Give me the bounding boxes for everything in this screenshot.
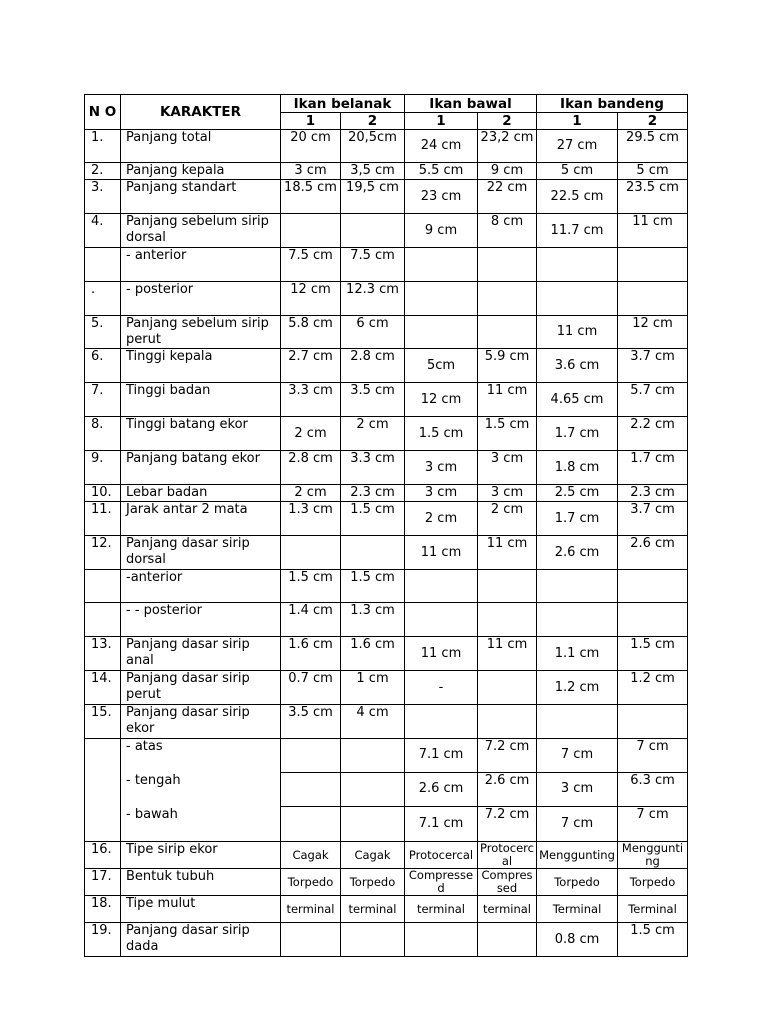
table-body bbox=[85, 130, 688, 957]
value-cell: 8 cm bbox=[478, 214, 537, 248]
value-cell: 12.3 cm bbox=[341, 282, 405, 316]
row-number: 16. bbox=[85, 842, 121, 869]
value-cell bbox=[478, 248, 537, 282]
value-cell: 11 cm bbox=[405, 536, 478, 570]
table-row bbox=[85, 536, 688, 570]
value-cell: 2 cm bbox=[405, 502, 478, 536]
row-number: 1. bbox=[85, 130, 121, 163]
value-cell: 24 cm bbox=[405, 130, 478, 163]
value-cell: 22.5 cm bbox=[537, 180, 618, 214]
row-number: 13. bbox=[85, 637, 121, 671]
value-cell: Cagak bbox=[341, 842, 405, 869]
row-karakter: Panjang standart bbox=[121, 180, 281, 214]
value-cell: terminal bbox=[341, 896, 405, 923]
value-cell: 23.5 cm bbox=[618, 180, 688, 214]
header-sub: 1 bbox=[537, 113, 618, 130]
value-cell: 11.7 cm bbox=[537, 214, 618, 248]
value-cell: Torpedo bbox=[618, 869, 688, 896]
value-cell: 2 cm bbox=[281, 485, 341, 502]
value-cell bbox=[478, 705, 537, 739]
table-row bbox=[85, 705, 688, 739]
value-cell: 2.8 cm bbox=[281, 451, 341, 485]
value-cell: 29.5 cm bbox=[618, 130, 688, 163]
row-number: 4. bbox=[85, 214, 121, 248]
value-cell bbox=[341, 536, 405, 570]
header-sub: 1 bbox=[405, 113, 478, 130]
value-cell: 5cm bbox=[405, 349, 478, 383]
value-cell bbox=[281, 536, 341, 570]
value-cell bbox=[341, 739, 405, 773]
value-cell: 1.8 cm bbox=[537, 451, 618, 485]
row-number: 5. bbox=[85, 316, 121, 349]
value-cell: 1.4 cm bbox=[281, 603, 341, 637]
value-cell: 11 cm bbox=[478, 536, 537, 570]
row-number: 12. bbox=[85, 536, 121, 570]
value-cell: 4.65 cm bbox=[537, 383, 618, 417]
value-cell bbox=[341, 772, 405, 806]
value-cell: Torpedo bbox=[537, 869, 618, 896]
row-karakter: - anterior bbox=[121, 248, 281, 282]
row-number: 14. bbox=[85, 671, 121, 705]
row-karakter: Jarak antar 2 mata bbox=[121, 502, 281, 536]
table-row bbox=[85, 842, 688, 869]
value-cell bbox=[478, 316, 537, 349]
row-karakter: Tinggi batang ekor bbox=[121, 417, 281, 451]
sub-label: - atas bbox=[126, 739, 163, 754]
value-cell: 2.6 cm bbox=[537, 536, 618, 570]
value-cell bbox=[618, 603, 688, 637]
value-cell bbox=[281, 772, 341, 806]
value-cell bbox=[341, 923, 405, 957]
value-cell bbox=[405, 923, 478, 957]
table-row bbox=[85, 923, 688, 957]
value-cell: 3.3 cm bbox=[341, 451, 405, 485]
row-number: 3. bbox=[85, 180, 121, 214]
value-cell: 9 cm bbox=[405, 214, 478, 248]
table-row bbox=[85, 896, 688, 923]
value-cell: terminal bbox=[405, 896, 478, 923]
table-row bbox=[85, 282, 688, 316]
table-row bbox=[85, 163, 688, 180]
value-cell: 2.6 cm bbox=[478, 772, 537, 806]
value-cell bbox=[537, 570, 618, 603]
value-cell: terminal bbox=[281, 896, 341, 923]
value-cell: Protocercal bbox=[478, 842, 537, 869]
value-cell bbox=[405, 570, 478, 603]
table-row bbox=[85, 603, 688, 637]
value-cell: 3,5 cm bbox=[341, 163, 405, 180]
value-cell bbox=[537, 248, 618, 282]
row-number: 17. bbox=[85, 869, 121, 896]
value-cell: 3 cm bbox=[478, 485, 537, 502]
value-cell: 7 cm bbox=[618, 806, 688, 841]
row-number: 9. bbox=[85, 451, 121, 485]
value-cell: 3 cm bbox=[405, 451, 478, 485]
row-number: 2. bbox=[85, 163, 121, 180]
row-number: 11. bbox=[85, 502, 121, 536]
table-row bbox=[85, 130, 688, 163]
value-cell: 1.5 cm bbox=[281, 570, 341, 603]
value-cell bbox=[281, 739, 341, 773]
value-cell bbox=[341, 214, 405, 248]
value-cell: 1.6 cm bbox=[341, 637, 405, 671]
row-karakter: - - posterior bbox=[121, 603, 281, 637]
value-cell: 3.6 cm bbox=[537, 349, 618, 383]
row-karakter: - posterior bbox=[121, 282, 281, 316]
value-cell: Terminal bbox=[618, 896, 688, 923]
value-cell: 2.2 cm bbox=[618, 417, 688, 451]
value-cell: 7 cm bbox=[618, 739, 688, 773]
value-cell: 1.5 cm bbox=[478, 417, 537, 451]
row-karakter: Tipe sirip ekor bbox=[121, 842, 281, 869]
value-cell: 7 cm bbox=[537, 806, 618, 841]
value-cell: 1.7 cm bbox=[618, 451, 688, 485]
sub-label: - bawah bbox=[126, 807, 178, 822]
value-cell: 1.2 cm bbox=[537, 671, 618, 705]
value-cell: 5.9 cm bbox=[478, 349, 537, 383]
table-row bbox=[85, 180, 688, 214]
row-number: 18. bbox=[85, 896, 121, 923]
table-row bbox=[85, 248, 688, 282]
row-number: 15. bbox=[85, 705, 121, 739]
value-cell: 2.7 cm bbox=[281, 349, 341, 383]
value-cell bbox=[478, 282, 537, 316]
row-number bbox=[85, 603, 121, 637]
value-cell: 1.5 cm bbox=[405, 417, 478, 451]
value-cell bbox=[281, 806, 341, 841]
row-karakter: Panjang dasar sirip ekor bbox=[121, 705, 281, 739]
value-cell: 3 cm bbox=[405, 485, 478, 502]
value-cell: 1 cm bbox=[341, 671, 405, 705]
value-cell: Compressed bbox=[478, 869, 537, 896]
value-cell: 1.6 cm bbox=[281, 637, 341, 671]
header-group-bandeng: Ikan bandeng bbox=[537, 95, 688, 113]
value-cell: 12 cm bbox=[405, 383, 478, 417]
row-number: 8. bbox=[85, 417, 121, 451]
table-row bbox=[85, 383, 688, 417]
value-cell: 11 cm bbox=[618, 214, 688, 248]
value-cell: 9 cm bbox=[478, 163, 537, 180]
value-cell: 1.5 cm bbox=[618, 637, 688, 671]
row-karakter: Tinggi badan bbox=[121, 383, 281, 417]
value-cell: 0.8 cm bbox=[537, 923, 618, 957]
row-karakter-ekor-sub bbox=[121, 739, 281, 842]
value-cell: 3.5 cm bbox=[341, 383, 405, 417]
value-cell: 2.6 cm bbox=[618, 536, 688, 570]
value-cell: 11 cm bbox=[537, 316, 618, 349]
header-sub: 2 bbox=[618, 113, 688, 130]
value-cell: 5.5 cm bbox=[405, 163, 478, 180]
value-cell: 22 cm bbox=[478, 180, 537, 214]
row-karakter: Panjang dasar sirip perut bbox=[121, 671, 281, 705]
value-cell bbox=[281, 214, 341, 248]
value-cell bbox=[618, 705, 688, 739]
value-cell: 6 cm bbox=[341, 316, 405, 349]
row-number: 7. bbox=[85, 383, 121, 417]
table-row bbox=[85, 316, 688, 349]
value-cell: 1.5 cm bbox=[341, 502, 405, 536]
value-cell: 1.7 cm bbox=[537, 502, 618, 536]
value-cell: 2.8 cm bbox=[341, 349, 405, 383]
value-cell: 2 cm bbox=[341, 417, 405, 451]
table-row bbox=[85, 637, 688, 671]
value-cell: 20 cm bbox=[281, 130, 341, 163]
value-cell: 2.6 cm bbox=[405, 772, 478, 806]
row-karakter: Panjang sebelum sirip dorsal bbox=[121, 214, 281, 248]
table-row bbox=[85, 451, 688, 485]
header-sub: 1 bbox=[281, 113, 341, 130]
value-cell: 0.7 cm bbox=[281, 671, 341, 705]
value-cell bbox=[537, 282, 618, 316]
table-row bbox=[85, 570, 688, 603]
value-cell: 11 cm bbox=[478, 637, 537, 671]
row-number: . bbox=[85, 282, 121, 316]
value-cell: Cagak bbox=[281, 842, 341, 869]
row-karakter: Panjang total bbox=[121, 130, 281, 163]
row-number: 6. bbox=[85, 349, 121, 383]
header-no: N O bbox=[85, 95, 121, 130]
value-cell: 7.1 cm bbox=[405, 806, 478, 841]
value-cell bbox=[478, 570, 537, 603]
value-cell: 1.3 cm bbox=[281, 502, 341, 536]
value-cell bbox=[405, 282, 478, 316]
row-karakter: Tipe mulut bbox=[121, 896, 281, 923]
value-cell: 1.5 cm bbox=[618, 923, 688, 957]
value-cell: 3.3 cm bbox=[281, 383, 341, 417]
value-cell bbox=[618, 282, 688, 316]
row-karakter: Panjang dasar sirip anal bbox=[121, 637, 281, 671]
table-row bbox=[85, 869, 688, 896]
table-row bbox=[85, 417, 688, 451]
row-karakter: -anterior bbox=[121, 570, 281, 603]
value-cell: - bbox=[405, 671, 478, 705]
value-cell: Compressed bbox=[405, 869, 478, 896]
value-cell bbox=[478, 603, 537, 637]
row-number: 10. bbox=[85, 485, 121, 502]
table-row bbox=[85, 671, 688, 705]
value-cell bbox=[478, 923, 537, 957]
value-cell: 5 cm bbox=[537, 163, 618, 180]
value-cell bbox=[405, 603, 478, 637]
value-cell: 1.5 cm bbox=[341, 570, 405, 603]
value-cell: 3 cm bbox=[478, 451, 537, 485]
header-group-bawal: Ikan bawal bbox=[405, 95, 537, 113]
value-cell: 1.7 cm bbox=[537, 417, 618, 451]
value-cell: Terminal bbox=[537, 896, 618, 923]
table-row bbox=[85, 485, 688, 502]
value-cell: 1.1 cm bbox=[537, 637, 618, 671]
value-cell: 2.3 cm bbox=[341, 485, 405, 502]
value-cell: terminal bbox=[478, 896, 537, 923]
row-number: 19. bbox=[85, 923, 121, 957]
value-cell: 2.3 cm bbox=[618, 485, 688, 502]
table-row bbox=[85, 739, 688, 773]
value-cell bbox=[405, 316, 478, 349]
row-karakter: Panjang kepala bbox=[121, 163, 281, 180]
table-row bbox=[85, 502, 688, 536]
value-cell: 20,5cm bbox=[341, 130, 405, 163]
value-cell: 7.1 cm bbox=[405, 739, 478, 773]
value-cell: Torpedo bbox=[341, 869, 405, 896]
value-cell: 12 cm bbox=[618, 316, 688, 349]
value-cell: 23 cm bbox=[405, 180, 478, 214]
value-cell: 2 cm bbox=[478, 502, 537, 536]
value-cell bbox=[341, 806, 405, 841]
value-cell: 23,2 cm bbox=[478, 130, 537, 163]
value-cell bbox=[537, 603, 618, 637]
table-row bbox=[85, 214, 688, 248]
row-karakter: Tinggi kepala bbox=[121, 349, 281, 383]
header-sub: 2 bbox=[478, 113, 537, 130]
value-cell bbox=[405, 705, 478, 739]
row-number bbox=[85, 739, 121, 842]
value-cell: 5.7 cm bbox=[618, 383, 688, 417]
value-cell: 2.5 cm bbox=[537, 485, 618, 502]
header-sub: 2 bbox=[341, 113, 405, 130]
value-cell: Protocercal bbox=[405, 842, 478, 869]
value-cell: Torpedo bbox=[281, 869, 341, 896]
value-cell: Menggunting bbox=[537, 842, 618, 869]
value-cell: 3.7 cm bbox=[618, 349, 688, 383]
value-cell: 11 cm bbox=[478, 383, 537, 417]
value-cell: Menggunting bbox=[618, 842, 688, 869]
row-number bbox=[85, 570, 121, 603]
value-cell bbox=[618, 248, 688, 282]
value-cell bbox=[478, 671, 537, 705]
value-cell: 19,5 cm bbox=[341, 180, 405, 214]
header-group-belanak: Ikan belanak bbox=[281, 95, 405, 113]
row-karakter: Bentuk tubuh bbox=[121, 869, 281, 896]
value-cell: 7 cm bbox=[537, 739, 618, 773]
table-row bbox=[85, 349, 688, 383]
value-cell: 1.2 cm bbox=[618, 671, 688, 705]
row-karakter: Panjang batang ekor bbox=[121, 451, 281, 485]
row-karakter: Panjang dasar sirip dorsal bbox=[121, 536, 281, 570]
value-cell: 7.5 cm bbox=[341, 248, 405, 282]
row-karakter: Panjang sebelum sirip perut bbox=[121, 316, 281, 349]
value-cell: 5 cm bbox=[618, 163, 688, 180]
value-cell: 3.5 cm bbox=[281, 705, 341, 739]
value-cell: 7.2 cm bbox=[478, 739, 537, 773]
header-karakter: KARAKTER bbox=[121, 95, 281, 130]
row-number bbox=[85, 248, 121, 282]
value-cell: 2 cm bbox=[281, 417, 341, 451]
value-cell: 3 cm bbox=[281, 163, 341, 180]
value-cell: 3.7 cm bbox=[618, 502, 688, 536]
value-cell: 5.8 cm bbox=[281, 316, 341, 349]
value-cell: 11 cm bbox=[405, 637, 478, 671]
value-cell: 3 cm bbox=[537, 772, 618, 806]
value-cell: 7.2 cm bbox=[478, 806, 537, 841]
row-karakter: Panjang dasar sirip dada bbox=[121, 923, 281, 957]
value-cell: 6.3 cm bbox=[618, 772, 688, 806]
value-cell bbox=[618, 570, 688, 603]
value-cell: 18.5 cm bbox=[281, 180, 341, 214]
value-cell: 12 cm bbox=[281, 282, 341, 316]
value-cell: 4 cm bbox=[341, 705, 405, 739]
value-cell: 7.5 cm bbox=[281, 248, 341, 282]
value-cell bbox=[537, 705, 618, 739]
value-cell bbox=[281, 923, 341, 957]
value-cell bbox=[405, 248, 478, 282]
header-row-groups bbox=[85, 95, 688, 113]
row-karakter: Lebar badan bbox=[121, 485, 281, 502]
fish-morphometrics-table bbox=[84, 94, 688, 957]
value-cell: 27 cm bbox=[537, 130, 618, 163]
sub-label: - tengah bbox=[126, 773, 181, 788]
value-cell: 1.3 cm bbox=[341, 603, 405, 637]
